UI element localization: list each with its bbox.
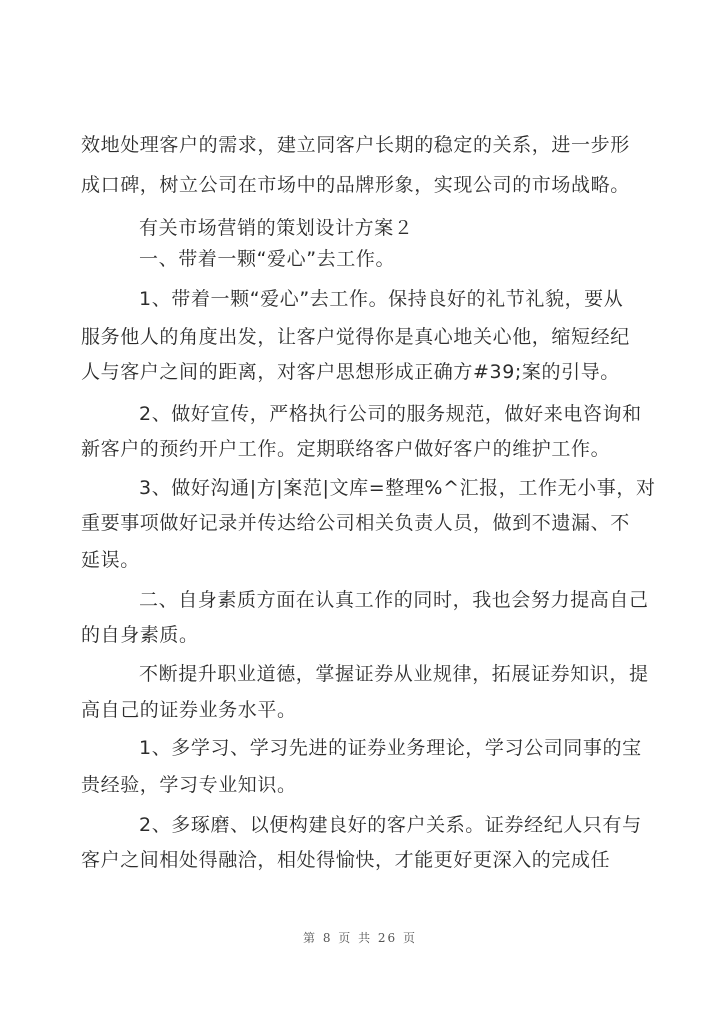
text-line-12: 延误。 (81, 549, 140, 571)
text-line-17: 1、多学习、学习先进的证券业务理论，学习公司同事的宝 (139, 737, 642, 759)
text-line-19: 2、多琢磨、以便构建良好的客户关系。证券经纪人只有与 (139, 814, 642, 836)
text-line-1: 效地处理客户的需求，建立同客户长期的稳定的关系，进一步形 (81, 134, 630, 156)
text-line-8: 2、做好宣传，严格执行公司的服务规范，做好来电咨询和 (139, 403, 642, 425)
text-line-9: 新客户的预约开户工作。定期联络客户做好客户的维护工作。 (81, 438, 611, 460)
text-line-14: 的自身素质。 (81, 624, 199, 646)
text-line-15: 不断提升职业道德，掌握证券从业规律，拓展证券知识，提 (139, 663, 649, 685)
text-line-20: 客户之间相处得融洽，相处得愉快，才能更好更深入的完成任 (81, 849, 611, 871)
text-line-2: 成口碑，树立公司在市场中的品牌形象，实现公司的市场战略。 (81, 174, 630, 196)
text-line-5: 1、带着一颗“爱心”去工作。保持良好的礼节礼貌，要从 (139, 288, 624, 310)
page-number-footer: 第 8 页 共 26 页 (303, 931, 417, 945)
heading-2: 二、自身素质方面在认真工作的同时，我也会努力提高自己 (139, 589, 649, 611)
text-line-6: 服务他人的角度出发，让客户觉得你是真心地关心他，缩短经纪 (81, 326, 630, 348)
text-line-10: 3、做好沟通|方|案范|文库=整理%^汇报，工作无小事，对 (139, 477, 656, 499)
text-line-18: 贵经验，学习专业知识。 (81, 774, 297, 796)
heading-1: 一、带着一颗“爱心”去工作。 (139, 248, 396, 270)
text-line-11: 重要事项做好记录并传达给公司相关负责人员，做到不遗漏、不 (81, 512, 630, 534)
section-title: 有关市场营销的策划设计方案２ (139, 217, 414, 239)
text-line-7: 人与客户之间的距离，对客户思想形成正确方#39;案的引导。 (81, 361, 620, 383)
text-line-16: 高自己的证券业务水平。 (81, 699, 297, 721)
